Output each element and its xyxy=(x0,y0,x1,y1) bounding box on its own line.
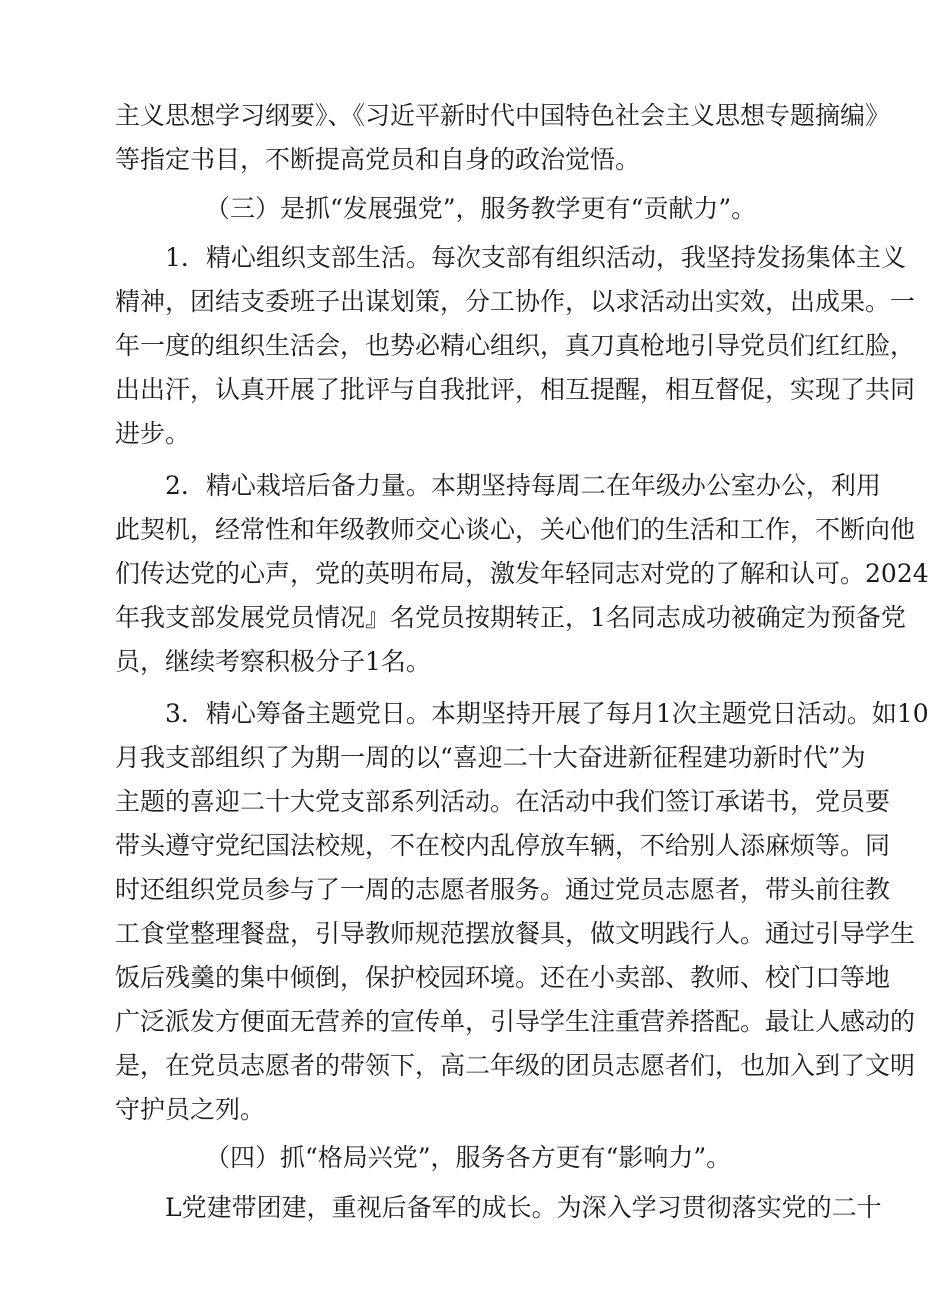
text-line: 1．精心组织支部生活。每次支部有组织活动，我坚持发扬集体主义 xyxy=(165,243,906,272)
text-line: 守护员之列。 xyxy=(115,1095,266,1124)
text-line: 年一度的组织生活会，也势必精心组织，真刀真枪地引导党员们红红脸， xyxy=(115,331,916,360)
text-line: 饭后残羹的集中倾倒，保护校园环境。还在小卖部、教师、校门口等地 xyxy=(115,963,891,992)
text-line: 广泛派发方便面无营养的宣传单，引导学生注重营养搭配。最让人感动的 xyxy=(115,1007,916,1036)
text-line: 是，在党员志愿者的带领下，高二年级的团员志愿者们，也加入到了文明 xyxy=(115,1051,916,1080)
text-line: 等指定书目，不断提高党员和自身的政治觉悟。 xyxy=(115,145,641,174)
section-heading: （四）抓“格局兴党”，服务各方更有“影响力”。 xyxy=(205,1143,732,1172)
text-line: 进步。 xyxy=(115,419,191,448)
text-line: 员，继续考察积极分子1名。 xyxy=(115,647,431,676)
text-line: 年我支部发展党员情况』名党员按期转正，1名同志成功被确定为预备党 xyxy=(115,603,906,632)
text-line: 2．精心栽培后备力量。本期坚持每周二在年级办公室办公，利用 xyxy=(165,471,881,500)
text-line: L党建带团建，重视后备军的成长。为深入学习贯彻落实党的二十 xyxy=(165,1193,882,1222)
section-heading: （三）是抓“发展强党”，服务教学更有“贡献力”。 xyxy=(205,194,757,223)
text-line: 工食堂整理餐盘，引导教师规范摆放餐具，做文明践行人。通过引导学生 xyxy=(115,919,916,948)
text-line: 出出汗，认真开展了批评与自我批评，相互提醒，相互督促，实现了共同 xyxy=(115,375,916,404)
text-line: 时还组织党员参与了一周的志愿者服务。通过党员志愿者，带头前往教 xyxy=(115,875,891,904)
text-line: 精神，团结支委班子出谋划策，分工协作，以求活动出实效，出成果。一 xyxy=(115,287,916,316)
text-line: 们传达党的心声，党的英明布局，激发年轻同志对党的了解和认可。2024 xyxy=(115,559,929,588)
text-line: 月我支部组织了为期一周的以“喜迎二十大奋进新征程建功新时代”为 xyxy=(115,743,866,772)
text-line: 主题的喜迎二十大党支部系列活动。在活动中我们签订承诺书，党员要 xyxy=(115,787,891,816)
text-line: 带头遵守党纪国法校规，不在校内乱停放车辆，不给别人添麻烦等。同 xyxy=(115,831,891,860)
text-line: 3．精心筹备主题党日。本期坚持开展了每月1次主题党日活动。如10 xyxy=(165,699,929,728)
text-line: 此契机，经常性和年级教师交心谈心，关心他们的生活和工作，不断向他 xyxy=(115,515,916,544)
text-line: 主义思想学习纲要》、《习近平新时代中国特色社会主义思想专题摘编》 xyxy=(115,101,891,130)
